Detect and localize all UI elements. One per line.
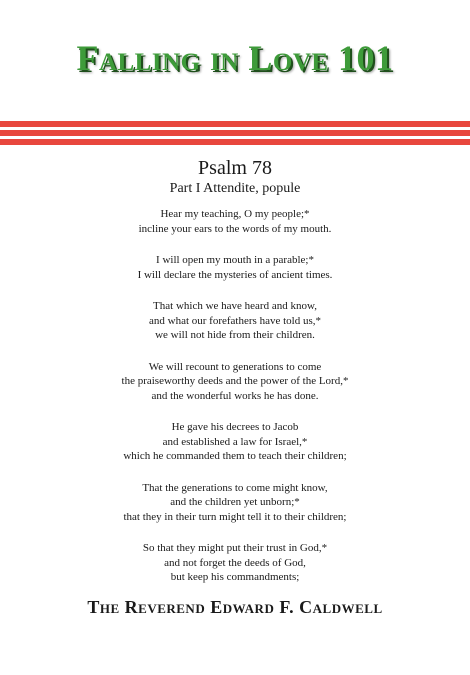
stripe bbox=[0, 121, 470, 127]
verse-line: and established a law for Israel,* bbox=[162, 435, 308, 448]
verse-line: incline your ears to the words of my mouth. bbox=[138, 222, 332, 235]
verse-line: and not forget the deeds of God, bbox=[164, 556, 306, 569]
verse-line: He gave his decrees to Jacob bbox=[171, 421, 299, 433]
verse bbox=[0, 207, 470, 236]
verse-line: the praiseworthy deeds and the power of the Lord,* bbox=[121, 375, 349, 387]
stripe bbox=[0, 139, 470, 145]
verse bbox=[0, 360, 470, 404]
verse bbox=[0, 541, 470, 585]
verse-line: which he commanded them to teach their children; bbox=[123, 450, 347, 462]
stripe bbox=[0, 130, 470, 136]
psalm-verses bbox=[0, 207, 470, 602]
verse-line: That the generations to come might know, bbox=[142, 481, 328, 494]
verse-line: and what our forefathers have told us,* bbox=[149, 314, 321, 327]
verse bbox=[0, 481, 470, 525]
verse bbox=[0, 420, 470, 464]
verse-line: I will declare the mysteries of ancient times. bbox=[137, 268, 333, 281]
verse-line: So that they might put their trust in God,* bbox=[142, 542, 328, 554]
verse-line: but keep his commandments; bbox=[170, 571, 300, 583]
book-title: Falling in Love 101 bbox=[76, 38, 394, 78]
author-name: The Reverend Edward F. Caldwell bbox=[87, 597, 383, 617]
verse bbox=[0, 299, 470, 343]
verse-line: and the wonderful works he has done. bbox=[151, 389, 319, 402]
verse-line: I will open my mouth in a parable;* bbox=[156, 254, 314, 266]
verse-line: Hear my teaching, O my people;* bbox=[160, 208, 310, 220]
verse-line: That which we have heard and know, bbox=[153, 300, 317, 312]
verse bbox=[0, 253, 470, 282]
verse-line: we will not hide from their children. bbox=[155, 329, 315, 341]
psalm-title: Psalm 78 bbox=[198, 157, 272, 179]
verse-line: that they in their turn might tell it to their children; bbox=[123, 510, 347, 523]
verse-line: and the children yet unborn;* bbox=[170, 496, 300, 508]
psalm-subtitle: Part I Attendite, popule bbox=[169, 181, 301, 196]
decorative-stripes bbox=[0, 121, 470, 145]
verse-line: We will recount to generations to come bbox=[148, 360, 322, 373]
